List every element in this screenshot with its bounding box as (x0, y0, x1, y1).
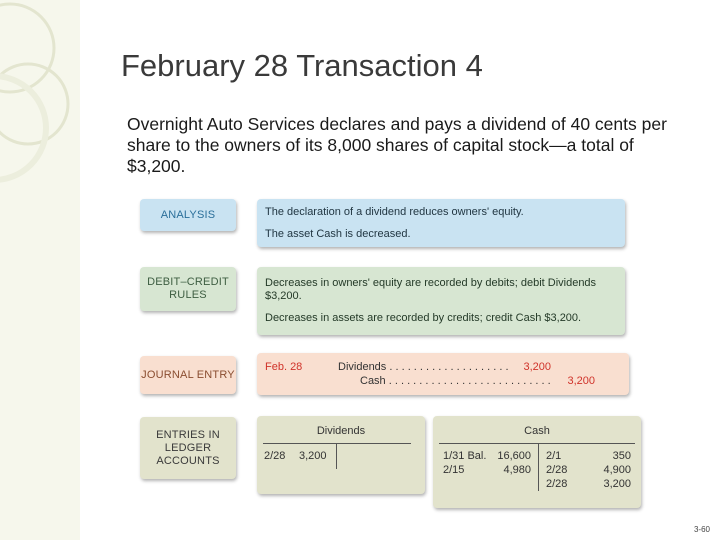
analysis-label: ANALYSIS (140, 199, 236, 231)
credit-rule-line: Decreases in assets are recorded by credits; credit Cash $3,200. (265, 312, 582, 324)
cash-credit-date: 2/28 (546, 464, 568, 476)
transaction-description: Overnight Auto Services declares and pays a dividend of 40 cents per share to the owners of its 8,000 shares of capital stock—a total of $3,200. (127, 114, 667, 176)
ledger-accounts-label: ENTRIES IN LEDGER ACCOUNTS (140, 417, 236, 479)
journal-entry-box (257, 353, 629, 395)
analysis-box (257, 199, 625, 247)
journal-entry-label: JOURNAL ENTRY (140, 356, 236, 394)
journal-credit-account: Cash . . . . . . . . . . . . . . . . . . . . . . . . . . . (360, 375, 551, 387)
cash-debit-date: 1/31 Bal. (443, 450, 487, 462)
cash-credit-amount: 350 (612, 450, 631, 462)
cash-t-account (433, 416, 641, 508)
cash-debit-amount: 4,980 (503, 464, 531, 476)
dividends-account-title: Dividends (316, 425, 366, 437)
decorative-circles (0, 0, 80, 200)
slide-number: 3-60 (693, 525, 710, 534)
debit-rule-line: Decreases in owners' equity are recorded by debits; debit Dividends $3,200. (265, 277, 597, 302)
cash-account-title: Cash (524, 425, 550, 437)
debit-credit-rules-box (257, 267, 625, 335)
dividends-debit-amount: 3,200 (299, 450, 327, 462)
cash-credit-amount-highlight: 3,200 (603, 478, 631, 490)
slide-title: February 28 Transaction 4 (121, 48, 483, 83)
journal-debit-amount: 3,200 (523, 361, 551, 373)
analysis-line-2: The asset Cash is decreased. (265, 228, 411, 240)
cash-t-stem (538, 443, 539, 491)
journal-date: Feb. 28 (265, 361, 303, 373)
dividends-t-bar (263, 443, 411, 444)
cash-t-bar (439, 443, 635, 444)
debit-credit-rules-label: DEBIT–CREDIT RULES (140, 267, 236, 311)
cash-credit-amount: 4,900 (603, 464, 631, 476)
dividends-t-stem (336, 443, 337, 469)
dividends-t-account (257, 416, 425, 494)
dividends-debit-date: 2/28 (264, 450, 286, 462)
journal-debit-account: Dividends . . . . . . . . . . . . . . . . . . . . (338, 361, 509, 373)
cash-credit-date: 2/1 (546, 450, 562, 462)
analysis-line-1: The declaration of a dividend reduces owners' equity. (265, 206, 524, 218)
journal-credit-amount: 3,200 (567, 375, 595, 387)
cash-credit-date-highlight: 2/28 (546, 478, 568, 490)
cash-debit-amount: 16,600 (497, 450, 531, 462)
cash-debit-date: 2/15 (443, 464, 465, 476)
